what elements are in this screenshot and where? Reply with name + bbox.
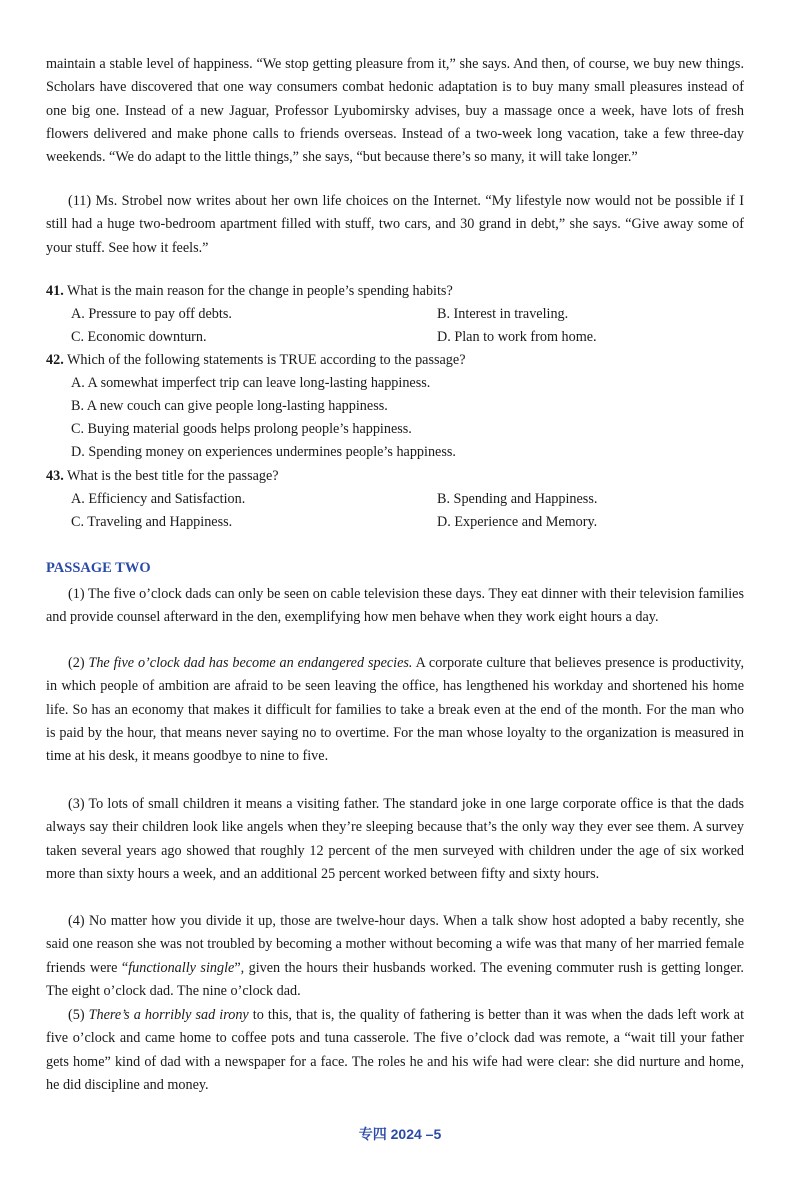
q43-option-c[interactable]: C. Traveling and Happiness. bbox=[71, 514, 233, 530]
question-number: 41. bbox=[46, 283, 64, 299]
para-body: (4) No matter how you divide it up, those are twelve-hour days. When a talk show host adopted a baby recently, she said one reason she was not troubled by becoming a mother without becoming a wife was that many of her married female friends were “ bbox=[46, 913, 744, 976]
q41-option-b[interactable]: B. Interest in traveling. bbox=[437, 306, 569, 322]
q43-option-a[interactable]: A. Efficiency and Satisfaction. bbox=[71, 491, 246, 507]
q42-option-a[interactable]: A. A somewhat imperfect trip can leave long-lasting happiness. bbox=[71, 375, 431, 391]
q42-option-c[interactable]: C. Buying material goods helps prolong people’s happiness. bbox=[71, 421, 412, 437]
q42-option-b[interactable]: B. A new couch can give people long-lasting happiness. bbox=[71, 398, 388, 414]
passage-two-para-5 bbox=[46, 1004, 744, 1097]
passage-two-heading: PASSAGE TWO bbox=[46, 560, 151, 576]
question-number: 43. bbox=[46, 468, 64, 484]
question-number: 42. bbox=[46, 352, 64, 368]
passage-one-para-10-continued: maintain a stable level of happiness. “We stop getting pleasure from it,” she says. And then, of course, we buy new things. Scholars have discovered that one way consumers combat hedonic adaptation is to buy many small pleasures instead of one big one. Instead of a new Jaguar, Professor Lyubomirsky advises, buy a massage once a week, have lots of fresh flowers delivered and make phone calls to friends overseas. Instead of a two-week long vacation, take a few three-day weekends. “We do adapt to the little things,” she says, “but because there’s so many, it will take longer.” bbox=[46, 56, 744, 166]
question-41 bbox=[46, 280, 453, 303]
question-42 bbox=[46, 349, 466, 372]
passage-two-para-4 bbox=[46, 910, 744, 1003]
question-43 bbox=[46, 465, 279, 488]
q41-option-d[interactable]: D. Plan to work from home. bbox=[437, 329, 597, 345]
para-label: (5) bbox=[68, 1007, 89, 1023]
para-label: (2) bbox=[68, 655, 89, 671]
italic-phrase: There’s a horribly sad irony bbox=[88, 1007, 249, 1023]
q43-option-d[interactable]: D. Experience and Memory. bbox=[437, 514, 598, 530]
passage-two-para-3: (3) To lots of small children it means a visiting father. The standard joke in one large corporate office is that the dads always say their children look like angels when they’re sleeping because that’s the only way they ever see them. A survey taken several years ago showed that roughly 12 percent of the men surveyed with children under the age of six worked more than sixty hours a week, and an additional 25 percent worked between fifty and sixty hours. bbox=[46, 796, 744, 882]
q41-option-a[interactable]: A. Pressure to pay off debts. bbox=[71, 306, 232, 322]
passage-two-para-2 bbox=[46, 652, 744, 768]
question-text: Which of the following statements is TRUE according to the passage? bbox=[67, 352, 466, 368]
q43-option-b[interactable]: B. Spending and Happiness. bbox=[437, 491, 598, 507]
q42-option-d[interactable]: D. Spending money on experiences undermines people’s happiness. bbox=[71, 444, 456, 460]
passage-one-para-11: (11) Ms. Strobel now writes about her own life choices on the Internet. “My lifestyle now would not be possible if I still had a huge two-bedroom apartment filled with stuff, two cars, and 30 grand in debt,” she says. “Give away some of your stuff. See how it feels.” bbox=[46, 193, 744, 256]
para-body: ”, given the hours their husbands worked. The evening commuter rush is getting longer. The eight o’clock dad. The nine o’clock dad. bbox=[46, 959, 744, 999]
passage-two-para-1: (1) The five o’clock dads can only be seen on cable television these days. They eat dinner with their television families and provide counsel afterward in the den, exemplifying how men behave when they work eight hours a day. bbox=[46, 586, 744, 626]
italic-phrase: functionally single bbox=[128, 959, 235, 976]
italic-phrase: The five o’clock dad has become an endangered species. bbox=[88, 655, 413, 671]
question-text: What is the best title for the passage? bbox=[67, 468, 279, 484]
question-text: What is the main reason for the change in people’s spending habits? bbox=[67, 283, 453, 299]
page-footer: 专四 2024 –5 bbox=[358, 1126, 442, 1142]
para-body: A corporate culture that believes presence is productivity, in which people of ambition are afraid to be seen leaving the office, has lengthened his workday and shortened his home life. So has an economy that makes it difficult for families to take a break even at the end of the month. For the man who is paid by the hour, that means never saying no to overtime. For the man whose loyalty to the organization is measured in time at his desk, it means goodbye to nine to five. bbox=[46, 655, 745, 765]
para-body: to this, that is, the quality of fathering is better than it was when the dads left work at five o’clock and came home to coffee pots and tuna casserole. The five o’clock dad was remote, a “wait till your father gets home” kind of dad with a newspaper for a face. The roles he and his wife had were clear: she did nurture and home, he did discipline and money. bbox=[46, 1007, 745, 1093]
q41-option-c[interactable]: C. Economic downturn. bbox=[71, 329, 207, 345]
